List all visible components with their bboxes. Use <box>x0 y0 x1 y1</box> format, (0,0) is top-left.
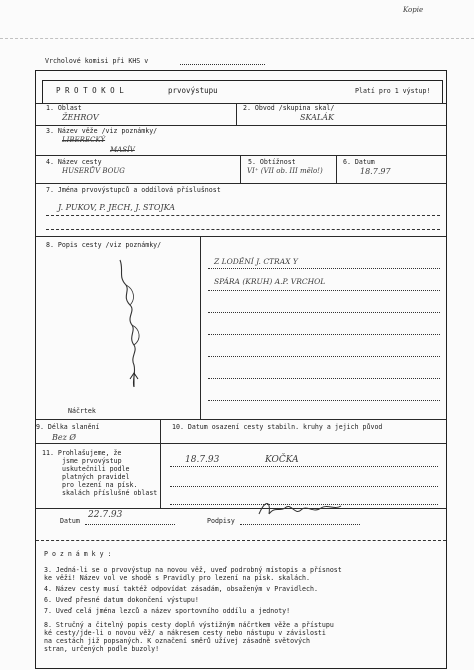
row9-top <box>36 419 446 420</box>
field-5-value: VI⁺ (VII ob. III mělo!) <box>247 167 323 175</box>
field-11-line-5: pro lezení na písk. <box>62 481 138 489</box>
signature-scribble <box>255 496 345 520</box>
top-stamp: Kopie <box>403 6 424 14</box>
note-item: 6. Uveď přesné datum dokončení výstupu! <box>44 596 199 604</box>
field-3-value-2: MASÍV <box>110 146 135 154</box>
field-5-label: 5. Obtížnost <box>248 158 296 166</box>
notes-list <box>44 566 342 653</box>
note-item: stran, určených podle buzoly! <box>44 645 160 653</box>
field-11-line-2: jsme prvovýstup <box>62 457 122 465</box>
row8-top <box>36 236 446 237</box>
notes-top <box>36 540 446 541</box>
field-3-value-1: LIBERECKÝ <box>62 136 106 144</box>
field-7-value: J. PUKOV, P. JECH, J. STOJKA <box>58 203 176 212</box>
note-item: 8. Stručný a čitelný popis cesty doplň výstižným náčrtkem věže a přístupu <box>44 621 334 629</box>
row4-divider-b <box>336 155 337 183</box>
row11-line-1 <box>170 466 438 467</box>
field-9-value: Bez Ø <box>52 433 76 442</box>
field-10-value-1: 18.7.93 <box>185 455 220 465</box>
field-1-value: ŽEHROV <box>62 113 99 122</box>
field-11-line-4: platných pravidel <box>62 473 130 481</box>
signatures-line <box>240 524 360 525</box>
row8-line-7 <box>208 400 440 401</box>
commission-label: Vrcholové komisi při KHS v <box>45 57 149 65</box>
field-10-value-2: KOČKA <box>265 455 299 465</box>
note-item: 3. Jedná-li se o prvovýstup na novou věž, uveď podrobný místopis a přísnost <box>44 566 342 574</box>
row8-line-1 <box>208 268 440 269</box>
route-sketch <box>90 255 170 395</box>
field-8-value-1: Z LODĚNÍ J. CTRAX Y <box>214 257 298 266</box>
protokol-subtitle: prvovýstupu <box>168 86 218 95</box>
row7-writing-line <box>46 215 440 216</box>
notes-title: P o z n á m k y : <box>44 550 112 558</box>
note-item: ké cesty/jde-li o novou věž/ a nákresem cesty nebo nástupu v závislosti <box>44 629 326 637</box>
header-scribble <box>0 38 474 43</box>
row11-divider <box>160 443 161 508</box>
field-4-label: 4. Název cesty <box>46 158 102 166</box>
note-item: ke věži! Název vol ve shodě s Pravidly pro lezení na písk. skalách. <box>44 574 310 582</box>
field-4-value: HUSERŮV BOUG <box>62 167 125 175</box>
row8-line-4 <box>208 334 440 335</box>
row1-top <box>36 103 446 104</box>
row3-top <box>36 125 446 126</box>
row1-divider <box>236 103 237 125</box>
commission-line <box>180 64 265 65</box>
row9-divider <box>160 419 161 443</box>
protokol-title: P R O T O K O L <box>56 86 124 95</box>
row8-line-6 <box>208 378 440 379</box>
sketch-label: Náčrtek <box>68 407 96 415</box>
note-item: na cestách již popsaných. K označení směrů užívej zásadně světových <box>44 637 310 645</box>
date-label: Datum <box>60 517 80 525</box>
protokol-validity: Platí pro 1 výstup! <box>355 87 431 95</box>
row7-top <box>36 183 446 184</box>
field-11-line-6: skalách příslušné oblast <box>62 489 158 497</box>
field-8-label: 8. Popis cesty /viz poznámky/ <box>46 241 162 249</box>
row4-divider-a <box>240 155 241 183</box>
field-6-label: 6. Datum <box>343 158 375 166</box>
note-item: 7. Uveď celá jména lezců a název sportovního oddílu a jednoty! <box>44 607 291 615</box>
row11-top <box>36 443 446 444</box>
row11-line-2 <box>170 486 438 487</box>
field-3-label: 3. Název věže /viz poznámky/ <box>46 127 158 135</box>
row8-line-2 <box>208 290 440 291</box>
field-2-label: 2. Obvod /skupina skal/ <box>243 104 335 112</box>
row8-line-3 <box>208 312 440 313</box>
row-date-top <box>36 508 446 509</box>
row4-top <box>36 155 446 156</box>
signatures-label: Podpisy <box>207 517 235 525</box>
field-11-line-1: 11. Prohlašujeme, že <box>42 449 122 457</box>
date-value: 22.7.93 <box>88 510 123 520</box>
row7-writing-line-2 <box>46 229 440 230</box>
note-item: 4. Název cesty musí taktéž odpovídat zásadám, obsaženým v Pravidlech. <box>44 585 318 593</box>
row8-line-5 <box>208 356 440 357</box>
field-7-label: 7. Jména prvovýstupců a oddílová příslušnost <box>46 186 221 194</box>
field-1-label: 1. Oblast <box>46 104 82 112</box>
field-11-label-block <box>42 449 157 497</box>
row8-divider <box>200 236 201 419</box>
field-6-value: 18.7.97 <box>360 167 391 176</box>
field-10-label: 10. Datum osazení cesty stabiln. kruhy a jejich původ <box>172 423 383 431</box>
field-8-value-2: SPÁRA (KRUH) A.P. VRCHOL <box>214 277 326 286</box>
field-11-line-3: uskutečnili podle <box>62 465 130 473</box>
field-9-label: 9. Délka slanění <box>36 423 100 431</box>
date-line <box>85 524 175 525</box>
field-2-value: SKALÁK <box>300 113 334 122</box>
